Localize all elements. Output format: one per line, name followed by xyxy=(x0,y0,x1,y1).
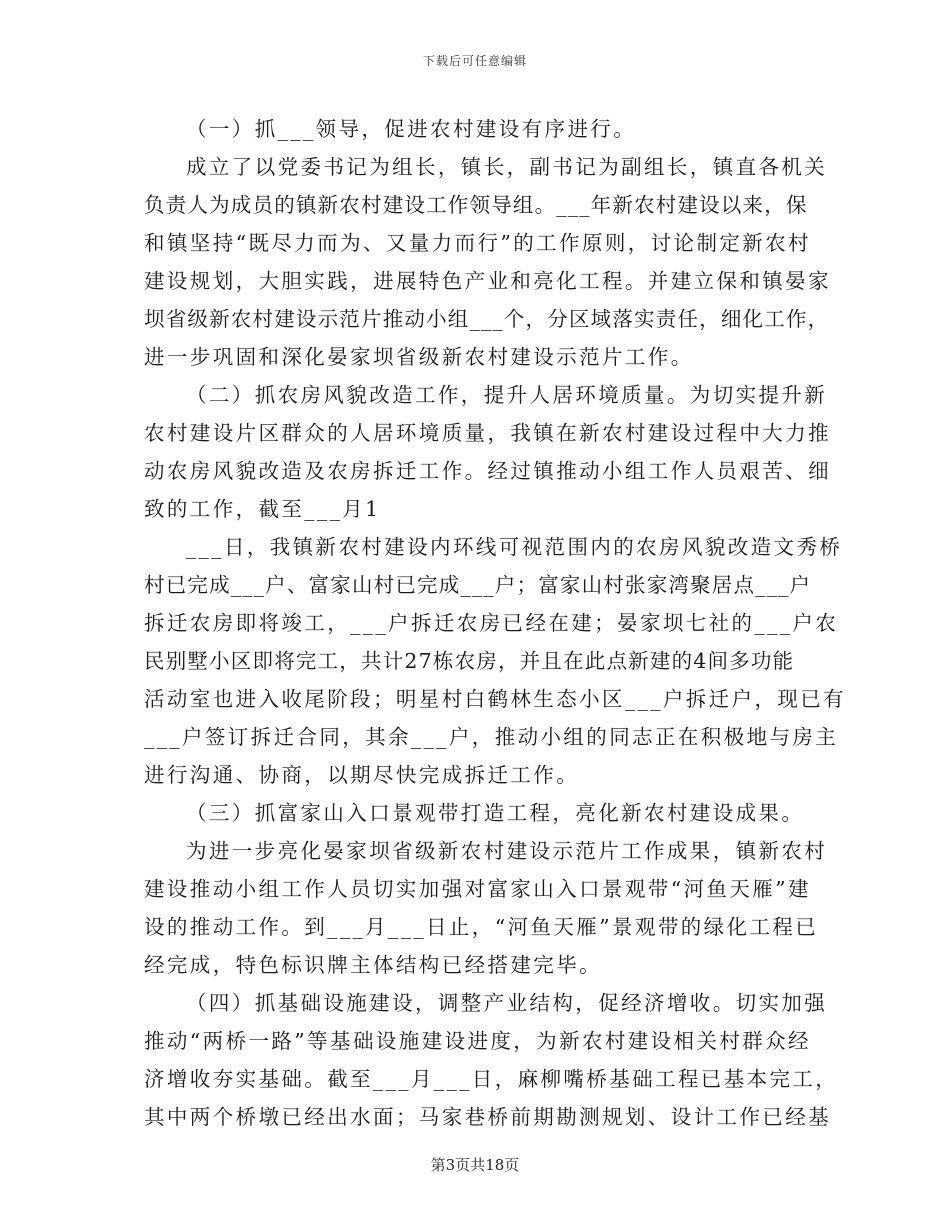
paragraph-line: ___日，我镇新农村建设内环线可视范围内的农房风貌改造文秀桥 xyxy=(186,535,843,559)
paragraph-line: 其中两个桥墩已经出水面；马家巷桥前期勘测规划、设计工作已经基 xyxy=(144,1105,831,1129)
paragraph-line: 济增收夯实基础。截至___月___日，麻柳嘴桥基础工程已基本完工， xyxy=(144,1067,839,1091)
section-heading-1: （一）抓___领导，促进农村建设有序进行。 xyxy=(186,117,637,141)
paragraph-line: 推动“两桥一路”等基础设施建设进度，为新农村建设相关村群众经 xyxy=(144,1029,811,1053)
paragraph-line: 为进一步亮化晏家坝省级新农村建设示范片工作成果，镇新农村 xyxy=(186,839,828,863)
paragraph-line: 成立了以党委书记为组长，镇长，副书记为副组长，镇直各机关 xyxy=(186,155,828,179)
paragraph-line: 进一步巩固和深化晏家坝省级新农村建设示范片工作。 xyxy=(144,345,694,369)
paragraph-line: 建设规划，大胆实践，进展特色产业和亮化工程。并建立保和镇晏家 xyxy=(144,269,831,293)
paragraph-line: 进行沟通、协商，以期尽快完成拆迁工作。 xyxy=(144,763,580,787)
paragraph-line: 动农房风貌改造及农房拆迁工作。经过镇推动小组工作人员艰苦、细 xyxy=(144,459,831,483)
section-heading-2: （二）抓农房风貌改造工作，提升人居环境质量。为切实提升新 xyxy=(186,383,828,407)
paragraph-line: 建设推动小组工作人员切实加强对富家山入口景观带“河鱼天雁”建 xyxy=(144,877,811,901)
section-heading-3: （三）抓富家山入口景观带打造工程，亮化新农村建设成果。 xyxy=(186,801,805,825)
paragraph-line: 村已完成___户、富家山村已完成___户；富家山村张家湾聚居点___户 xyxy=(144,573,812,597)
page-number: 第3页共18页 xyxy=(430,1156,520,1174)
section-heading-4: （四）抓基础设施建设，调整产业结构，促经济增收。切实加强 xyxy=(186,991,828,1015)
paragraph-line: 坝省级新农村建设示范片推动小组___个，分区域落实责任，细化工作， xyxy=(144,307,830,331)
paragraph-line: 致的工作，截至___月1 xyxy=(144,497,381,521)
document-body xyxy=(144,110,847,1136)
paragraph-line: 负责人为成员的镇新农村建设工作领导组。___年新农村建设以来，保 xyxy=(144,193,808,217)
paragraph-line: 经完成，特色标识牌主体结构已经搭建完毕。 xyxy=(144,953,602,977)
page-header: 下载后可任意编辑 xyxy=(422,54,527,68)
paragraph-line: ___户签订拆迁合同，其余___户，推动小组的同志正在积极地与房主 xyxy=(144,725,839,749)
paragraph-line: 和镇坚持“既尽力而为、又量力而行”的工作原则，讨论制定新农村 xyxy=(144,231,811,255)
paragraph-line: 设的推动工作。到___月___日止，“河鱼天雁”景观带的绿化工程已 xyxy=(144,915,819,939)
paragraph-line: 活动室也进入收尾阶段；明星村白鹤林生态小区___户拆迁户，现已有 xyxy=(144,687,847,711)
paragraph-line: 拆迁农房即将竣工，___户拆迁农房已经在建；晏家坝七社的___户农 xyxy=(144,611,839,635)
paragraph-line: 农村建设片区群众的人居环境质量，我镇在新农村建设过程中大力推 xyxy=(144,421,831,445)
paragraph-line: 民别墅小区即将完工，共计27栋农房，并且在此点新建的4间多功能 xyxy=(144,649,795,673)
